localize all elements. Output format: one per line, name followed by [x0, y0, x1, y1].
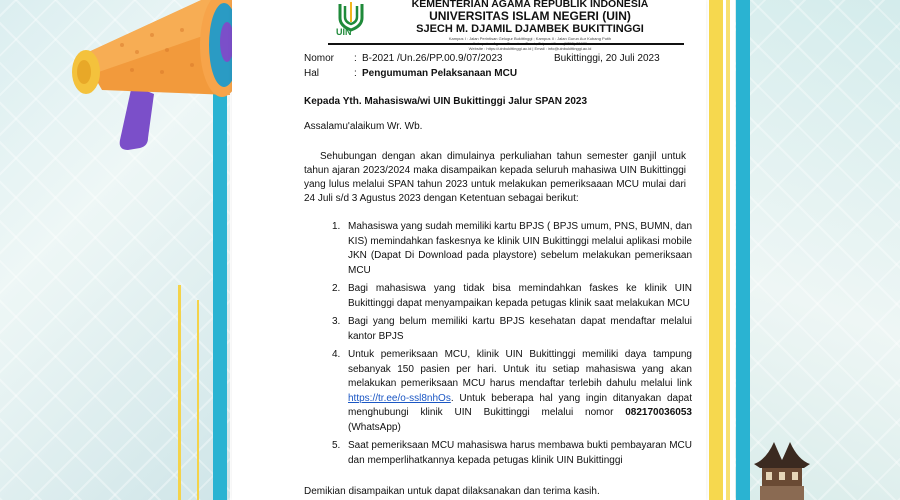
nomor-value: B-2021 /Un.26/PP.00.9/07/2023: [362, 53, 503, 64]
letter-document: [232, 0, 706, 500]
decor-stripe-cyan: [736, 0, 750, 500]
letterhead-divider: [328, 43, 684, 45]
letter-date: Bukittinggi, 20 Juli 2023: [554, 53, 660, 64]
recipient: Kepada Yth. Mahasiswa/wi UIN Bukittinggi Jalur SPAN 2023: [304, 96, 588, 107]
letterhead: [232, 0, 706, 51]
closing: Demikian disampaikan untuk dapat dilaksanakan dan terima kasih.: [304, 486, 600, 497]
nomor-label: Nomor: [304, 53, 335, 64]
letterhead-university: UNIVERSITAS ISLAM NEGERI (UIN): [429, 9, 631, 23]
greeting: Assalamu'alaikum Wr. Wb.: [304, 121, 423, 132]
decor-stripe-yellow: [709, 0, 723, 500]
intro-paragraph: [304, 150, 686, 206]
list-item: 5. Saat pemeriksaan MCU mahasiswa harus membawa bukti pembayaran MCU dan memperlihatkannya kepada petugas klinik UIN Bukittinggi: [332, 440, 692, 466]
requirements-list: [332, 220, 692, 472]
decor-stripe-yellow: [726, 0, 730, 500]
letterhead-address: Kampus I : Jalan Perintisan Gelugur Bukittinggi ; Kampus II : Jalan Gurun Aur Kubang Putih: [448, 36, 612, 41]
separator: :: [354, 68, 357, 79]
list-item: 3. Bagi yang belum memiliki kartu BPJS kesehatan dapat mendaftar melalui kantor BPJS: [332, 316, 692, 342]
list-item: 4. Untuk pemeriksaan MCU, klinik UIN Bukittinggi memiliki daya tampung sebanyak 150 pasien per hari. Untuk itu setiap mahasiswa yang akan melakukan pemeriksaan MCU harus mendaftar terlebih dahulu melalui link https://tr.ee/o-ssl8nhOs. Untuk beberapa hal yang ingin ditanyakan dapat menghubungi klinik UIN Bukittinggi melalui nomor 082170036053 (WhatsApp): [332, 349, 692, 433]
rumah-gadang-icon: [752, 430, 812, 500]
intro-text: Sehubungan dengan akan dimulainya perkuliahan tahun semester ganjil untuk tahun ajaran 2023/2024 maka disampaikan kepada seluruh mahasiwa UIN Bukittinggi yang lulus melalui SPAN tahun 2023 untuk melakukan pemeriksaaan MCU mulai dari 24 Juli s/d 3 Agustus 2023 dengan Ketentuan sebagai berikut:: [304, 151, 686, 204]
hal-label: Hal: [304, 68, 320, 79]
list-item: 2. Bagi mahasiswa yang tidak bisa memindahkan faskes ke klinik UIN Bukittinggi dapat menyampaikan kepada petugas klinik saat melakukan MCU: [332, 283, 692, 309]
letterhead-address: Website : https://uinbukittinggi.ac.id | Email : info@uinbukittinggi.ac.id: [468, 46, 592, 51]
letterhead-campus-name: SJECH M. DJAMIL DJAMBEK BUKITTINGGI: [416, 23, 644, 35]
separator: :: [354, 53, 357, 64]
decor-stripe: [178, 285, 181, 500]
decor-stripe: [197, 300, 199, 500]
background-right: [735, 0, 900, 500]
registration-link[interactable]: https://tr.ee/o-ssl8nhOs: [348, 392, 451, 404]
letterhead-ministry: KEMENTERIAN AGAMA REPUBLIK INDONESIA: [411, 0, 649, 10]
hal-value: Pengumuman Pelaksanaan MCU: [362, 68, 518, 79]
logo-label: UIN: [336, 27, 352, 37]
list-item: 1. Mahasiswa yang sudah memiliki kartu BPJS ( BPJS umum, PNS, BUMN, dan KIS) memindahkan faskesnya ke klinik UIN Bukittinggi melalui aplikasi mobile JKN (Dapat Di Download pada playstore) sebelum melakukan pemeriksaan MCU: [332, 221, 693, 276]
phone-number: 082170036053: [625, 407, 692, 418]
